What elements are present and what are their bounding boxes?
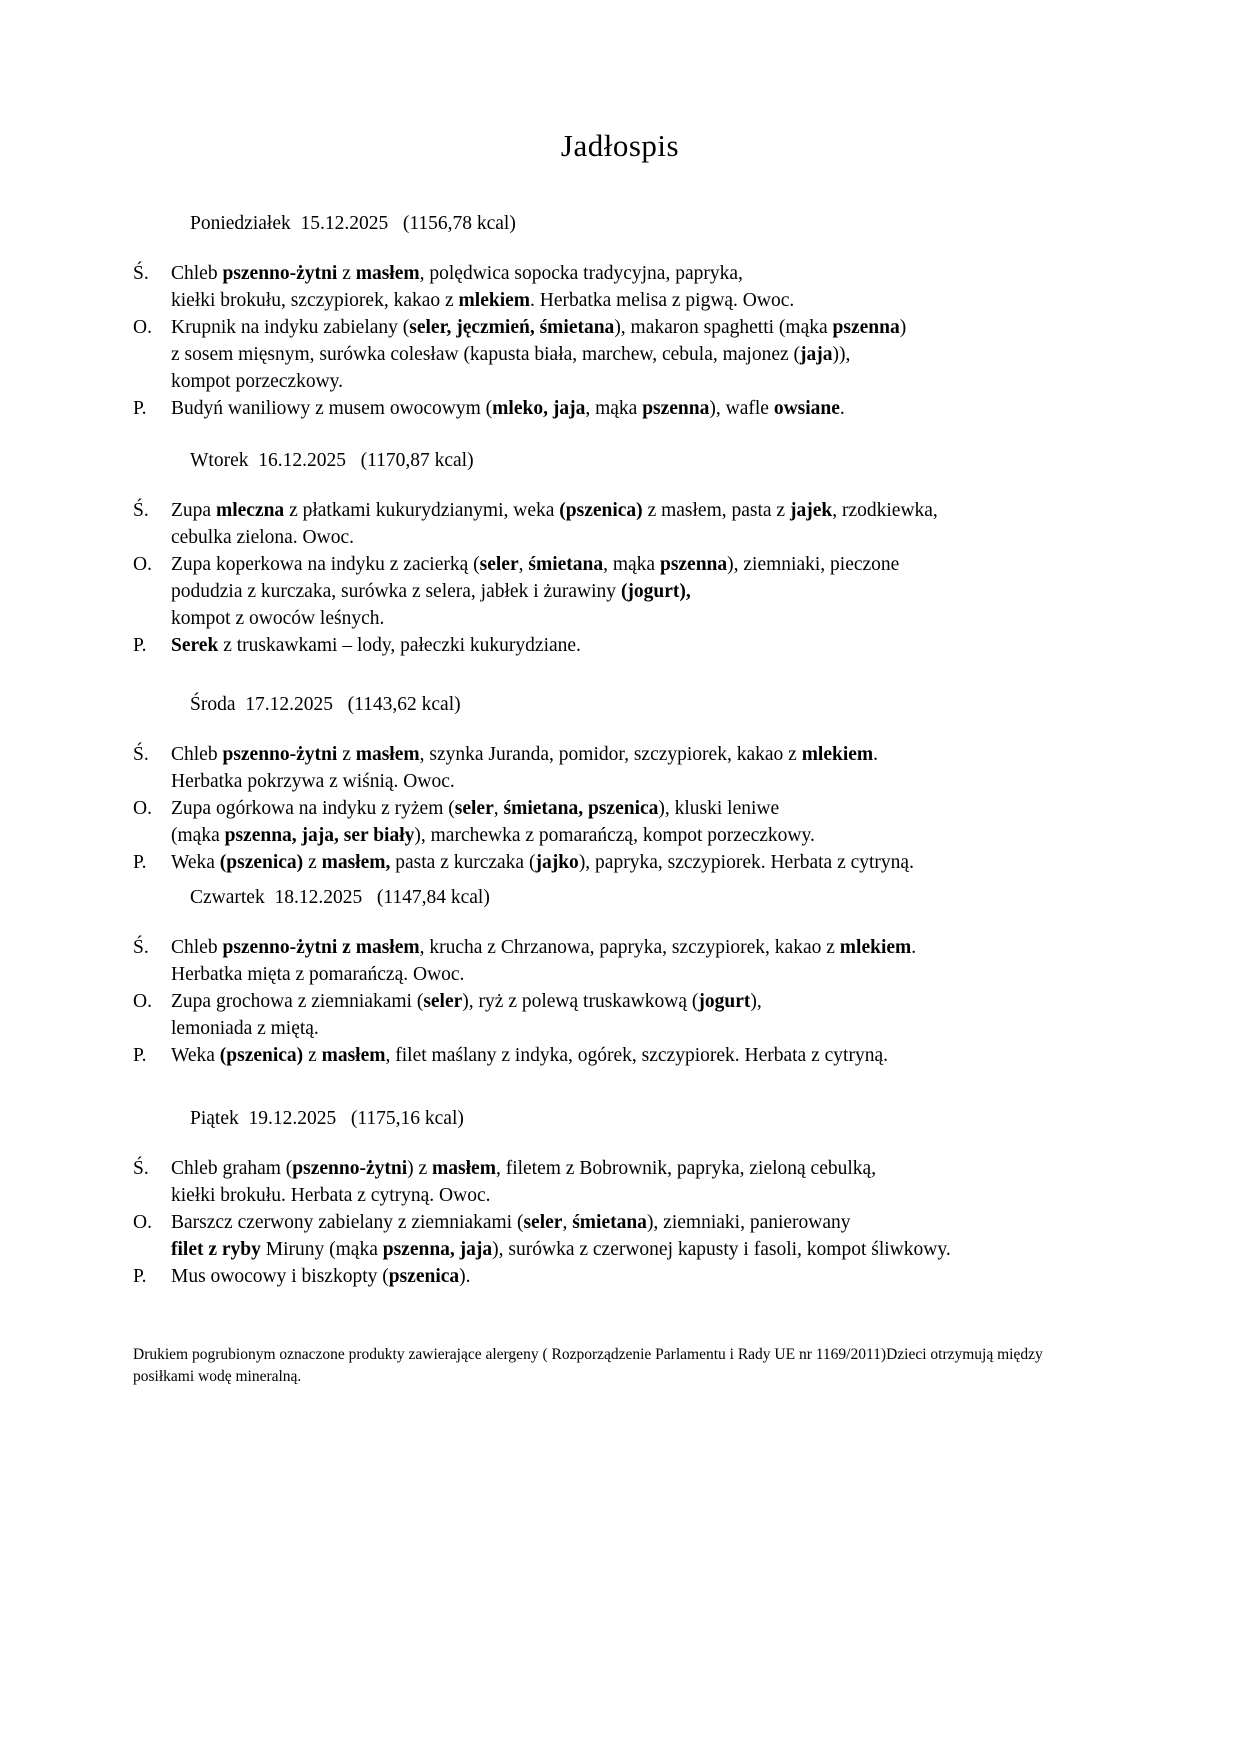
allergen-text: pszenno-żytni xyxy=(222,263,338,284)
allergen-text: (pszenica) xyxy=(219,1045,304,1066)
menu-text: Miruny (mąka xyxy=(260,1239,383,1260)
meal-row xyxy=(133,1042,1120,1069)
allergen-text: seler xyxy=(454,798,494,819)
menu-text: Zupa xyxy=(171,500,216,521)
meal-label: P. xyxy=(133,1266,147,1287)
meal-label: P. xyxy=(133,635,147,656)
allergen-text: pszenna xyxy=(659,554,728,575)
meal-description xyxy=(171,1155,1120,1209)
menu-text: Chleb graham ( xyxy=(171,1158,293,1179)
allergen-text: pszenna, jaja xyxy=(382,1239,493,1260)
menu-text: z truskawkami – lody, pałeczki kukurydziane. xyxy=(218,635,581,656)
allergen-text: pszenna, jaja, ser biały xyxy=(224,825,415,846)
menu-text: ), ryż z polewą truskawkową ( xyxy=(462,991,699,1012)
menu-text: ), wafle xyxy=(709,398,774,419)
menu-text: ) xyxy=(899,317,907,338)
menu-text: Weka xyxy=(171,1045,220,1066)
menu-text: . xyxy=(873,744,879,765)
menu-text: ), surówka z czerwonej kapusty i fasoli, kompot śliwkowy. xyxy=(492,1239,951,1260)
menu-text: ) z xyxy=(407,1158,433,1179)
menu-text: z xyxy=(303,1045,322,1066)
menu-text: Krupnik na indyku zabielany ( xyxy=(171,317,410,338)
meal-label: Ś. xyxy=(133,937,149,958)
allergen-text: filet z ryby xyxy=(171,1239,261,1260)
meal-label: P. xyxy=(133,1045,147,1066)
meal-description xyxy=(171,849,1120,876)
menu-text: z xyxy=(337,263,356,284)
menu-text: ), ziemniaki, pieczone xyxy=(727,554,900,575)
menu-text: )), xyxy=(832,344,851,365)
menu-text: z płatkami kukurydzianymi, weka xyxy=(284,500,560,521)
menu-text: Herbatka mięta z pomarańczą. Owoc. xyxy=(171,964,465,985)
meal-label: P. xyxy=(133,398,147,419)
menu-text: , filetem z Bobrownik, papryka, zieloną cebulką, xyxy=(495,1158,877,1179)
allergen-text: seler xyxy=(423,991,463,1012)
menu-text: , krucha z Chrzanowa, papryka, szczypiorek, kakao z xyxy=(419,937,840,958)
menu-days xyxy=(133,210,1120,1290)
meal-description xyxy=(171,1042,1120,1069)
meal-label: Ś. xyxy=(133,744,149,765)
menu-text: ), ziemniaki, panierowany xyxy=(646,1212,851,1233)
day-section xyxy=(133,210,1120,422)
allergen-text: pszenno-żytni xyxy=(292,1158,408,1179)
allergen-text: pszenno-żytni z masłem xyxy=(222,937,420,958)
menu-text: , xyxy=(562,1212,573,1233)
menu-text: . xyxy=(911,937,917,958)
allergen-text: (jogurt), xyxy=(620,581,691,602)
allergen-text: masłem xyxy=(321,1045,386,1066)
meal-label: O. xyxy=(133,1212,152,1233)
page-title: Jadłospis xyxy=(560,128,680,163)
meal-row xyxy=(133,849,1120,876)
day-section xyxy=(133,1105,1120,1290)
menu-text: Chleb xyxy=(171,744,223,765)
meal-description xyxy=(171,988,1120,1042)
menu-text: , rzodkiewka, xyxy=(832,500,938,521)
menu-text: ), xyxy=(750,991,762,1012)
meal-label: Ś. xyxy=(133,1158,149,1179)
meal-row xyxy=(133,260,1120,314)
meal-row xyxy=(133,551,1120,632)
menu-text: z sosem mięsnym, surówka colesław (kapusta biała, marchew, cebula, majonez ( xyxy=(171,344,801,365)
meal-label: O. xyxy=(133,554,152,575)
meal-description xyxy=(171,632,1120,659)
menu-text: Weka xyxy=(171,852,220,873)
allergen-text: (pszenica) xyxy=(559,500,643,521)
allergen-text: mlekiem xyxy=(839,937,912,958)
meal-row xyxy=(133,795,1120,849)
day-section xyxy=(133,447,1120,659)
menu-text: , filet maślany z indyka, ogórek, szczypiorek. Herbata z cytryną. xyxy=(385,1045,888,1066)
menu-text: z masłem, pasta z xyxy=(642,500,790,521)
meal-description xyxy=(171,1263,1120,1290)
menu-text: ), papryka, szczypiorek. Herbata z cytryną. xyxy=(578,852,914,873)
menu-text: . xyxy=(839,398,845,419)
day-header: Wtorek 16.12.2025 (1170,87 kcal) xyxy=(190,450,474,471)
meal-row xyxy=(133,1263,1120,1290)
meal-description xyxy=(171,497,1120,551)
allergen-text: seler, jęczmień, śmietana xyxy=(409,317,615,338)
meal-description xyxy=(171,314,1120,395)
allergen-text: masłem xyxy=(355,263,420,284)
menu-text: pasta z kurczaka ( xyxy=(390,852,536,873)
allergen-text: jajek xyxy=(789,500,833,521)
menu-text: Chleb xyxy=(171,263,223,284)
meal-description xyxy=(171,741,1120,795)
meal-label: Ś. xyxy=(133,263,149,284)
allergen-text: śmietana xyxy=(528,554,604,575)
allergen-text: masłem, xyxy=(321,852,391,873)
meal-row xyxy=(133,741,1120,795)
meal-row xyxy=(133,1155,1120,1209)
day-section xyxy=(133,691,1120,876)
menu-text: . Herbatka melisa z pigwą. Owoc. xyxy=(530,290,795,311)
allergen-text: pszenica xyxy=(388,1266,460,1287)
menu-text: Chleb xyxy=(171,937,223,958)
menu-text: Zupa koperkowa na indyku z zacierką ( xyxy=(171,554,480,575)
meal-label: O. xyxy=(133,798,152,819)
menu-text: z xyxy=(303,852,322,873)
meal-row xyxy=(133,1209,1120,1263)
allergen-text: śmietana, pszenica xyxy=(503,798,659,819)
allergen-text: mleko, jaja xyxy=(492,398,586,419)
menu-text: ), marchewka z pomarańczą, kompot porzeczkowy. xyxy=(414,825,815,846)
menu-text: Herbatka pokrzywa z wiśnią. Owoc. xyxy=(171,771,455,792)
meal-row xyxy=(133,988,1120,1042)
day-header: Czwartek 18.12.2025 (1147,84 kcal) xyxy=(190,887,490,908)
allergen-text: jaja xyxy=(800,344,833,365)
allergen-text: jajko xyxy=(535,852,579,873)
meal-label: P. xyxy=(133,852,147,873)
meal-description xyxy=(171,551,1120,632)
day-section xyxy=(133,884,1120,1069)
allergen-text: Serek xyxy=(171,635,219,656)
menu-text: , xyxy=(493,798,504,819)
menu-text: z xyxy=(337,744,356,765)
allergen-text: mleczna xyxy=(215,500,285,521)
meal-description xyxy=(171,260,1120,314)
meal-row xyxy=(133,497,1120,551)
menu-text: Budyń waniliowy z musem owocowym ( xyxy=(171,398,493,419)
allergen-text: śmietana xyxy=(572,1212,647,1233)
menu-text: , mąka xyxy=(585,398,643,419)
day-header: Poniedziałek 15.12.2025 (1156,78 kcal) xyxy=(190,213,516,234)
menu-text: , mąka xyxy=(603,554,660,575)
menu-text: ), kluski leniwe xyxy=(658,798,780,819)
menu-text: , polędwica sopocka tradycyjna, papryka, xyxy=(419,263,743,284)
meal-description xyxy=(171,795,1120,849)
menu-text: , szynka Juranda, pomidor, szczypiorek, kakao z xyxy=(419,744,802,765)
meal-label: Ś. xyxy=(133,500,149,521)
allergen-note: Drukiem pogrubionym oznaczone produkty zawierające alergeny ( Rozporządzenie Parlamentu i Rady UE nr 1169/2011)Dzieci otrzymują między posiłkami wodę mineralną. xyxy=(133,1346,1043,1385)
menu-text: , xyxy=(518,554,529,575)
meal-row xyxy=(133,632,1120,659)
meal-label: O. xyxy=(133,317,152,338)
menu-text: ). xyxy=(459,1266,471,1287)
menu-text: (mąka xyxy=(171,825,225,846)
meal-description xyxy=(171,934,1120,988)
allergen-text: masłem xyxy=(432,1158,496,1179)
menu-text: podudzia z kurczaka, surówka z selera, jabłek i żurawiny xyxy=(171,581,621,602)
allergen-text: owsiane xyxy=(773,398,840,419)
day-header: Piątek 19.12.2025 (1175,16 kcal) xyxy=(190,1108,464,1129)
allergen-text: pszenna xyxy=(642,398,710,419)
allergen-text: seler xyxy=(523,1212,563,1233)
allergen-text: jogurt xyxy=(698,991,751,1012)
day-header: Środa 17.12.2025 (1143,62 kcal) xyxy=(190,694,461,715)
allergen-text: (pszenica) xyxy=(219,852,304,873)
menu-text: lemoniada z miętą. xyxy=(171,1018,319,1039)
menu-text: Barszcz czerwony zabielany z ziemniakami ( xyxy=(171,1212,524,1233)
menu-text: ), makaron spaghetti (mąka xyxy=(614,317,833,338)
allergen-text: mlekiem xyxy=(458,290,531,311)
meal-description xyxy=(171,395,1120,422)
menu-text: kiełki brokułu, szczypiorek, kakao z xyxy=(171,290,459,311)
meal-description xyxy=(171,1209,1120,1263)
meal-row xyxy=(133,395,1120,422)
menu-text: kompot porzeczkowy. xyxy=(171,371,344,392)
allergen-text: pszenno-żytni xyxy=(222,744,338,765)
menu-text: Zupa ogórkowa na indyku z ryżem ( xyxy=(171,798,455,819)
menu-text: Zupa grochowa z ziemniakami ( xyxy=(171,991,424,1012)
allergen-text: seler xyxy=(479,554,519,575)
menu-text: cebulka zielona. Owoc. xyxy=(171,527,355,548)
menu-text: Mus owocowy i biszkopty ( xyxy=(171,1266,389,1287)
allergen-text: pszenna xyxy=(832,317,900,338)
meal-row xyxy=(133,314,1120,395)
menu-text: kompot z owoców leśnych. xyxy=(171,608,385,629)
meal-row xyxy=(133,934,1120,988)
allergen-text: mlekiem xyxy=(801,744,874,765)
allergen-text: masłem xyxy=(355,744,420,765)
menu-text: kiełki brokułu. Herbata z cytryną. Owoc. xyxy=(171,1185,491,1206)
meal-label: O. xyxy=(133,991,152,1012)
